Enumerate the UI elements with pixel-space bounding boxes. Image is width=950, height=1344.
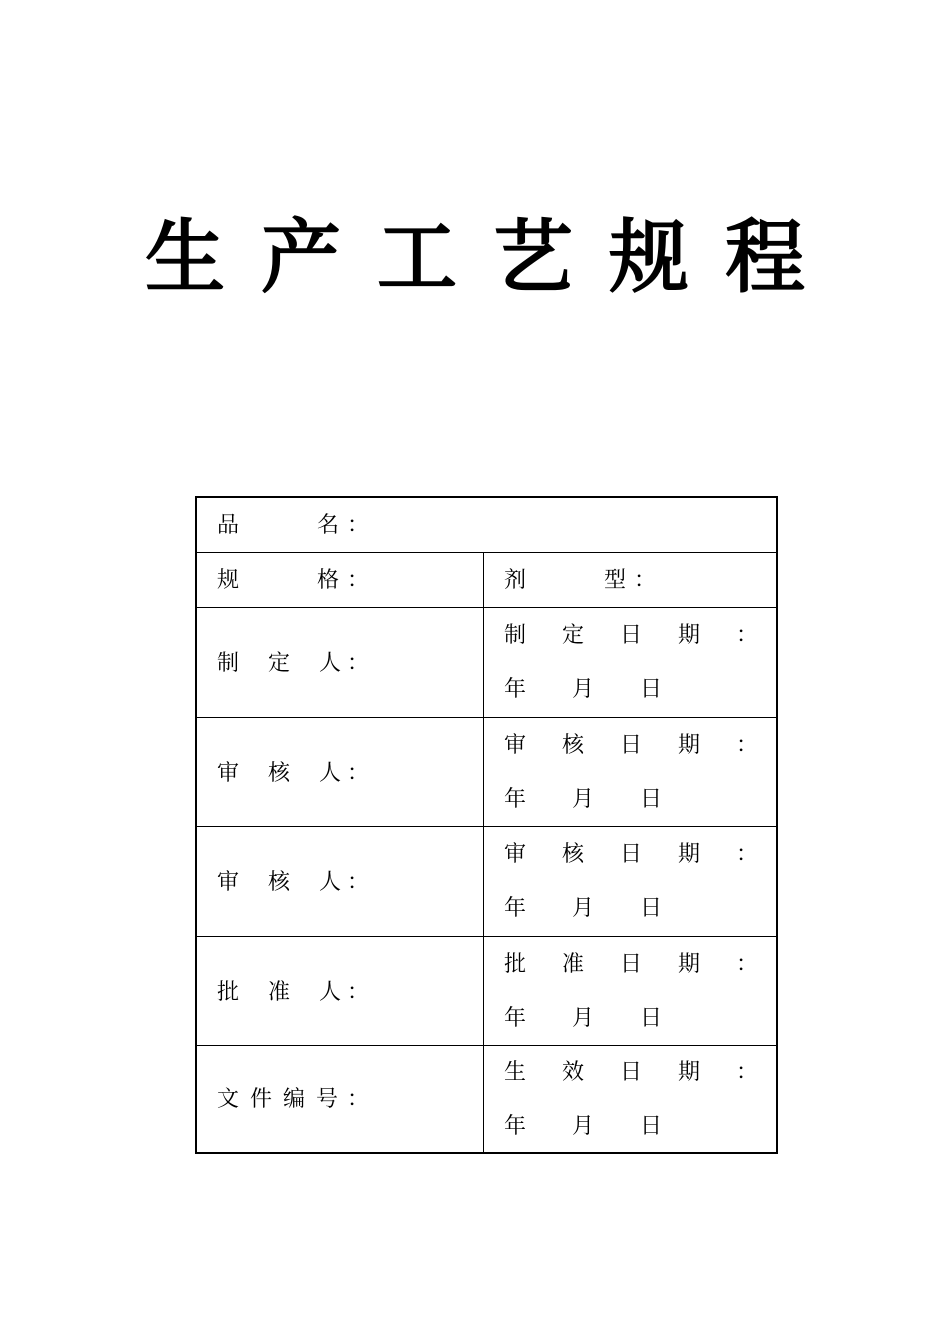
title-char: 艺 xyxy=(493,211,573,304)
product-name-cell[interactable] xyxy=(197,498,776,552)
preparer-label-char: 制 xyxy=(217,651,240,676)
approval-date-label-char: 批 xyxy=(504,952,527,977)
reviewer-label-char: 核 xyxy=(268,870,291,895)
approver-label-char: 批 xyxy=(217,980,240,1005)
document-number-label-char: 编 xyxy=(283,1087,306,1112)
review-date-label-char: 审 xyxy=(504,842,527,867)
title-char: 规 xyxy=(609,211,689,304)
month-label: 月 xyxy=(572,787,595,812)
effective-date-cell[interactable] xyxy=(484,1046,776,1152)
preparer-colon: ： xyxy=(347,651,370,676)
prepared-date-colon: ： xyxy=(736,623,759,648)
dosage-form-label-char: 型 xyxy=(604,568,627,593)
specification-cell[interactable] xyxy=(197,553,484,607)
effective-date-label-char: 生 xyxy=(504,1060,527,1085)
product-name-colon: ： xyxy=(347,513,370,538)
reviewed-by-row xyxy=(197,718,776,827)
prepared-by-row xyxy=(197,608,776,718)
approver-colon: ： xyxy=(347,980,370,1005)
dosage-form-colon: ： xyxy=(634,568,657,593)
day-label: 日 xyxy=(640,1006,663,1031)
year-label: 年 xyxy=(504,1114,527,1139)
prepared-date-label-char: 定 xyxy=(562,623,585,648)
approval-date-label-char: 期 xyxy=(678,952,701,977)
year-label: 年 xyxy=(504,677,527,702)
effective-date-colon: ： xyxy=(736,1060,759,1085)
review-date-label-char: 核 xyxy=(562,842,585,867)
preparer-cell[interactable] xyxy=(197,608,484,717)
approval-date-label-char: 准 xyxy=(562,952,585,977)
reviewer-colon: ： xyxy=(347,761,370,786)
document-number-label-char: 文 xyxy=(217,1087,240,1112)
dosage-form-cell[interactable] xyxy=(484,553,776,607)
review-date-label-char: 日 xyxy=(620,842,643,867)
info-form-table xyxy=(195,496,778,1154)
reviewer-colon: ： xyxy=(347,870,370,895)
approver-label-char: 准 xyxy=(268,980,291,1005)
review-date-colon: ： xyxy=(736,733,759,758)
reviewer-cell-2[interactable] xyxy=(197,827,484,936)
approver-cell[interactable] xyxy=(197,937,484,1045)
review-date-cell[interactable] xyxy=(484,718,776,826)
year-label: 年 xyxy=(504,1006,527,1031)
year-label: 年 xyxy=(504,896,527,921)
reviewer-label-char: 审 xyxy=(217,761,240,786)
specification-label-char: 格 xyxy=(317,568,340,593)
approved-by-row xyxy=(197,937,776,1046)
product-name-label-char: 品 xyxy=(217,513,240,538)
product-name-row xyxy=(197,498,776,553)
review-date-label-char: 期 xyxy=(678,733,701,758)
month-label: 月 xyxy=(572,896,595,921)
effective-date-label-char: 日 xyxy=(620,1060,643,1085)
reviewer-label-char: 核 xyxy=(268,761,291,786)
day-label: 日 xyxy=(640,896,663,921)
preparer-label-char: 定 xyxy=(268,651,291,676)
reviewer-cell[interactable] xyxy=(197,718,484,826)
month-label: 月 xyxy=(572,1114,595,1139)
day-label: 日 xyxy=(640,787,663,812)
prepared-date-label-char: 日 xyxy=(620,623,643,648)
month-label: 月 xyxy=(572,1006,595,1031)
review-date-cell-2[interactable] xyxy=(484,827,776,936)
review-date-label-char: 核 xyxy=(562,733,585,758)
review-date-label-char: 期 xyxy=(678,842,701,867)
approval-date-cell[interactable] xyxy=(484,937,776,1045)
review-date-colon: ： xyxy=(736,842,759,867)
document-number-colon: ： xyxy=(347,1087,370,1112)
title-char: 程 xyxy=(725,211,805,304)
dosage-form-label-char: 剂 xyxy=(504,568,527,593)
document-number-label-char: 件 xyxy=(250,1087,273,1112)
day-label: 日 xyxy=(640,1114,663,1139)
approval-date-colon: ： xyxy=(736,952,759,977)
prepared-date-label-char: 期 xyxy=(678,623,701,648)
prepared-date-label-char: 制 xyxy=(504,623,527,648)
review-date-label-char: 审 xyxy=(504,733,527,758)
effective-date-label-char: 效 xyxy=(562,1060,585,1085)
document-number-label-char: 号 xyxy=(316,1087,339,1112)
title-char: 生 xyxy=(145,211,225,304)
spec-row xyxy=(197,553,776,608)
effective-date-label-char: 期 xyxy=(678,1060,701,1085)
product-name-label-char: 名 xyxy=(317,513,340,538)
approver-label-char: 人 xyxy=(319,980,342,1005)
year-label: 年 xyxy=(504,787,527,812)
reviewer-label-char: 人 xyxy=(319,761,342,786)
document-number-row xyxy=(197,1046,776,1152)
title-char: 工 xyxy=(377,211,457,304)
preparer-label-char: 人 xyxy=(319,651,342,676)
document-title xyxy=(0,208,950,308)
document-number-cell[interactable] xyxy=(197,1046,484,1152)
month-label: 月 xyxy=(572,677,595,702)
reviewer-label-char: 人 xyxy=(319,870,342,895)
prepared-date-cell[interactable] xyxy=(484,608,776,717)
day-label: 日 xyxy=(640,677,663,702)
title-char: 产 xyxy=(261,211,341,304)
review-date-label-char: 日 xyxy=(620,733,643,758)
specification-label-char: 规 xyxy=(217,568,240,593)
reviewed-by-row-2 xyxy=(197,827,776,937)
approval-date-label-char: 日 xyxy=(620,952,643,977)
specification-colon: ： xyxy=(347,568,370,593)
reviewer-label-char: 审 xyxy=(217,870,240,895)
